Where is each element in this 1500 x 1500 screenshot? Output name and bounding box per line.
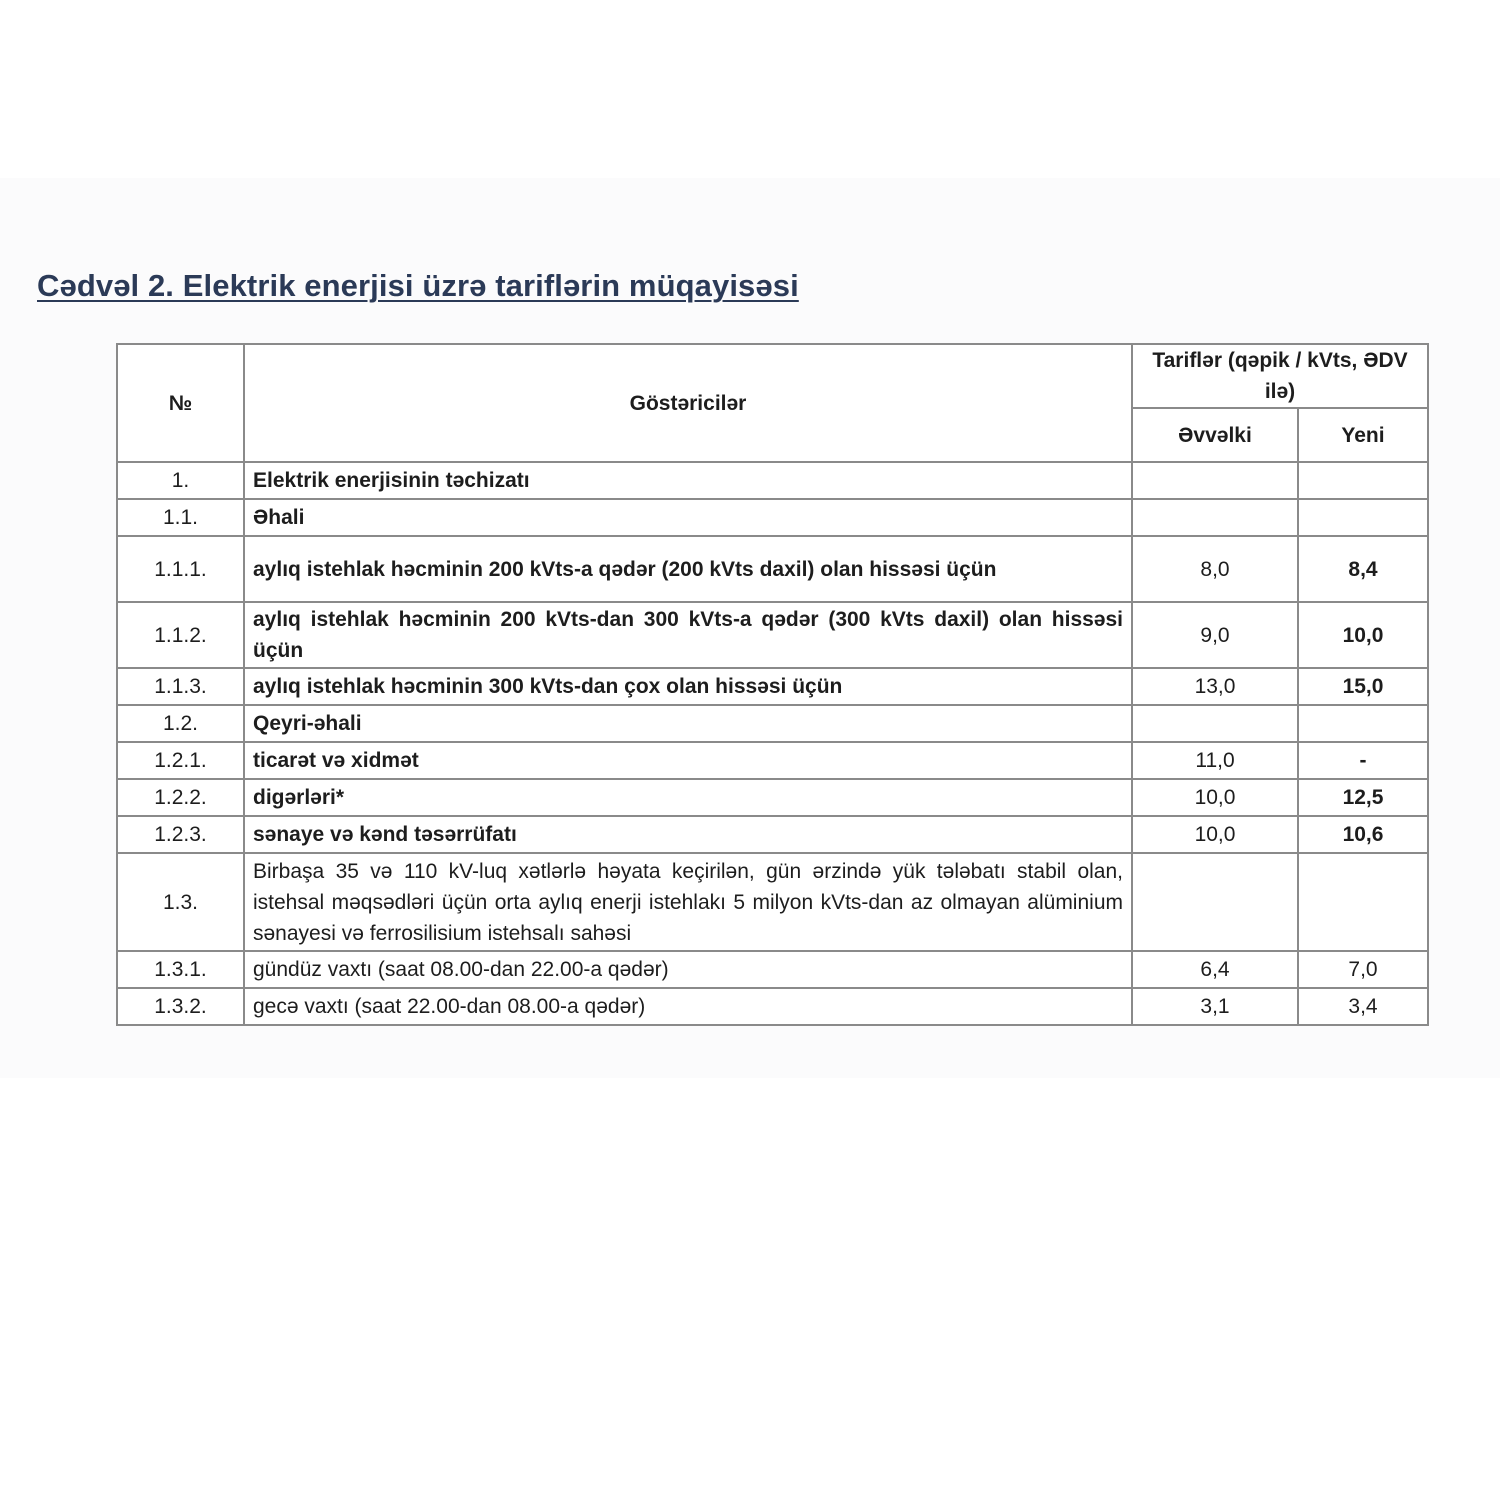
row-previous: 6,4	[1132, 951, 1298, 988]
table-row	[117, 462, 1428, 499]
row-number: 1.2.	[117, 705, 244, 742]
table-row	[117, 816, 1428, 853]
row-previous	[1132, 705, 1298, 742]
row-previous: 8,0	[1132, 536, 1298, 602]
header-tariffs: Tariflər (qəpik / kVts, ƏDV ilə)	[1132, 344, 1428, 408]
row-new	[1298, 853, 1428, 951]
row-label: Elektrik enerjisinin təchizatı	[244, 462, 1132, 499]
table-row	[117, 853, 1428, 951]
tariff-table	[116, 343, 1429, 1026]
row-previous	[1132, 499, 1298, 536]
row-number: 1.1.2.	[117, 602, 244, 668]
row-new: 15,0	[1298, 668, 1428, 705]
header-previous: Əvvəlki	[1132, 408, 1298, 462]
row-label: ticarət və xidmət	[244, 742, 1132, 779]
row-number: 1.3.	[117, 853, 244, 951]
row-new: -	[1298, 742, 1428, 779]
row-previous: 13,0	[1132, 668, 1298, 705]
row-label: Qeyri-əhali	[244, 705, 1132, 742]
header-row	[117, 344, 1428, 408]
row-number: 1.2.2.	[117, 779, 244, 816]
table-row	[117, 668, 1428, 705]
header-new: Yeni	[1298, 408, 1428, 462]
row-new: 3,4	[1298, 988, 1428, 1025]
row-number: 1.1.1.	[117, 536, 244, 602]
row-new: 12,5	[1298, 779, 1428, 816]
row-number: 1.3.1.	[117, 951, 244, 988]
row-previous: 10,0	[1132, 816, 1298, 853]
row-number: 1.3.2.	[117, 988, 244, 1025]
table-caption: Cədvəl 2. Elektrik enerjisi üzrə tariflərin müqayisəsi	[37, 268, 799, 303]
row-number: 1.1.	[117, 499, 244, 536]
row-label: aylıq istehlak həcminin 300 kVts-dan çox olan hissəsi üçün	[244, 668, 1132, 705]
table-row	[117, 499, 1428, 536]
row-previous: 10,0	[1132, 779, 1298, 816]
table-row	[117, 742, 1428, 779]
row-previous: 11,0	[1132, 742, 1298, 779]
row-new: 7,0	[1298, 951, 1428, 988]
header-indicators: Göstəricilər	[244, 344, 1132, 462]
row-previous	[1132, 853, 1298, 951]
row-previous: 9,0	[1132, 602, 1298, 668]
row-new	[1298, 705, 1428, 742]
row-number: 1.2.3.	[117, 816, 244, 853]
table-row	[117, 951, 1428, 988]
row-label: Birbaşa 35 və 110 kV-luq xətlərlə həyata keçirilən, gün ərzində yük tələbatı stabil olan, istehsal məqsədləri üçün orta aylıq enerji istehlakı 5 milyon kVts-dan az olmayan alüminium sənayesi və ferrosilisium istehsalı sahəsi	[244, 853, 1132, 951]
table-row	[117, 988, 1428, 1025]
table-row	[117, 602, 1428, 668]
row-label: aylıq istehlak həcminin 200 kVts-a qədər (200 kVts daxil) olan hissəsi üçün	[244, 536, 1132, 602]
row-label: gecə vaxtı (saat 22.00-dan 08.00-a qədər)	[244, 988, 1132, 1025]
row-new	[1298, 462, 1428, 499]
row-previous: 3,1	[1132, 988, 1298, 1025]
row-label: gündüz vaxtı (saat 08.00-dan 22.00-a qədər)	[244, 951, 1132, 988]
row-label: Əhali	[244, 499, 1132, 536]
row-new: 8,4	[1298, 536, 1428, 602]
table-row	[117, 779, 1428, 816]
row-number: 1.1.3.	[117, 668, 244, 705]
table-row	[117, 536, 1428, 602]
row-label: digərləri*	[244, 779, 1132, 816]
row-label: aylıq istehlak həcminin 200 kVts-dan 300 kVts-a qədər (300 kVts daxil) olan hissəsi üçün	[244, 602, 1132, 668]
row-new	[1298, 499, 1428, 536]
row-number: 1.2.1.	[117, 742, 244, 779]
row-label: sənaye və kənd təsərrüfatı	[244, 816, 1132, 853]
row-number: 1.	[117, 462, 244, 499]
row-previous	[1132, 462, 1298, 499]
row-new: 10,0	[1298, 602, 1428, 668]
table-row	[117, 705, 1428, 742]
header-no: №	[117, 344, 244, 462]
row-new: 10,6	[1298, 816, 1428, 853]
